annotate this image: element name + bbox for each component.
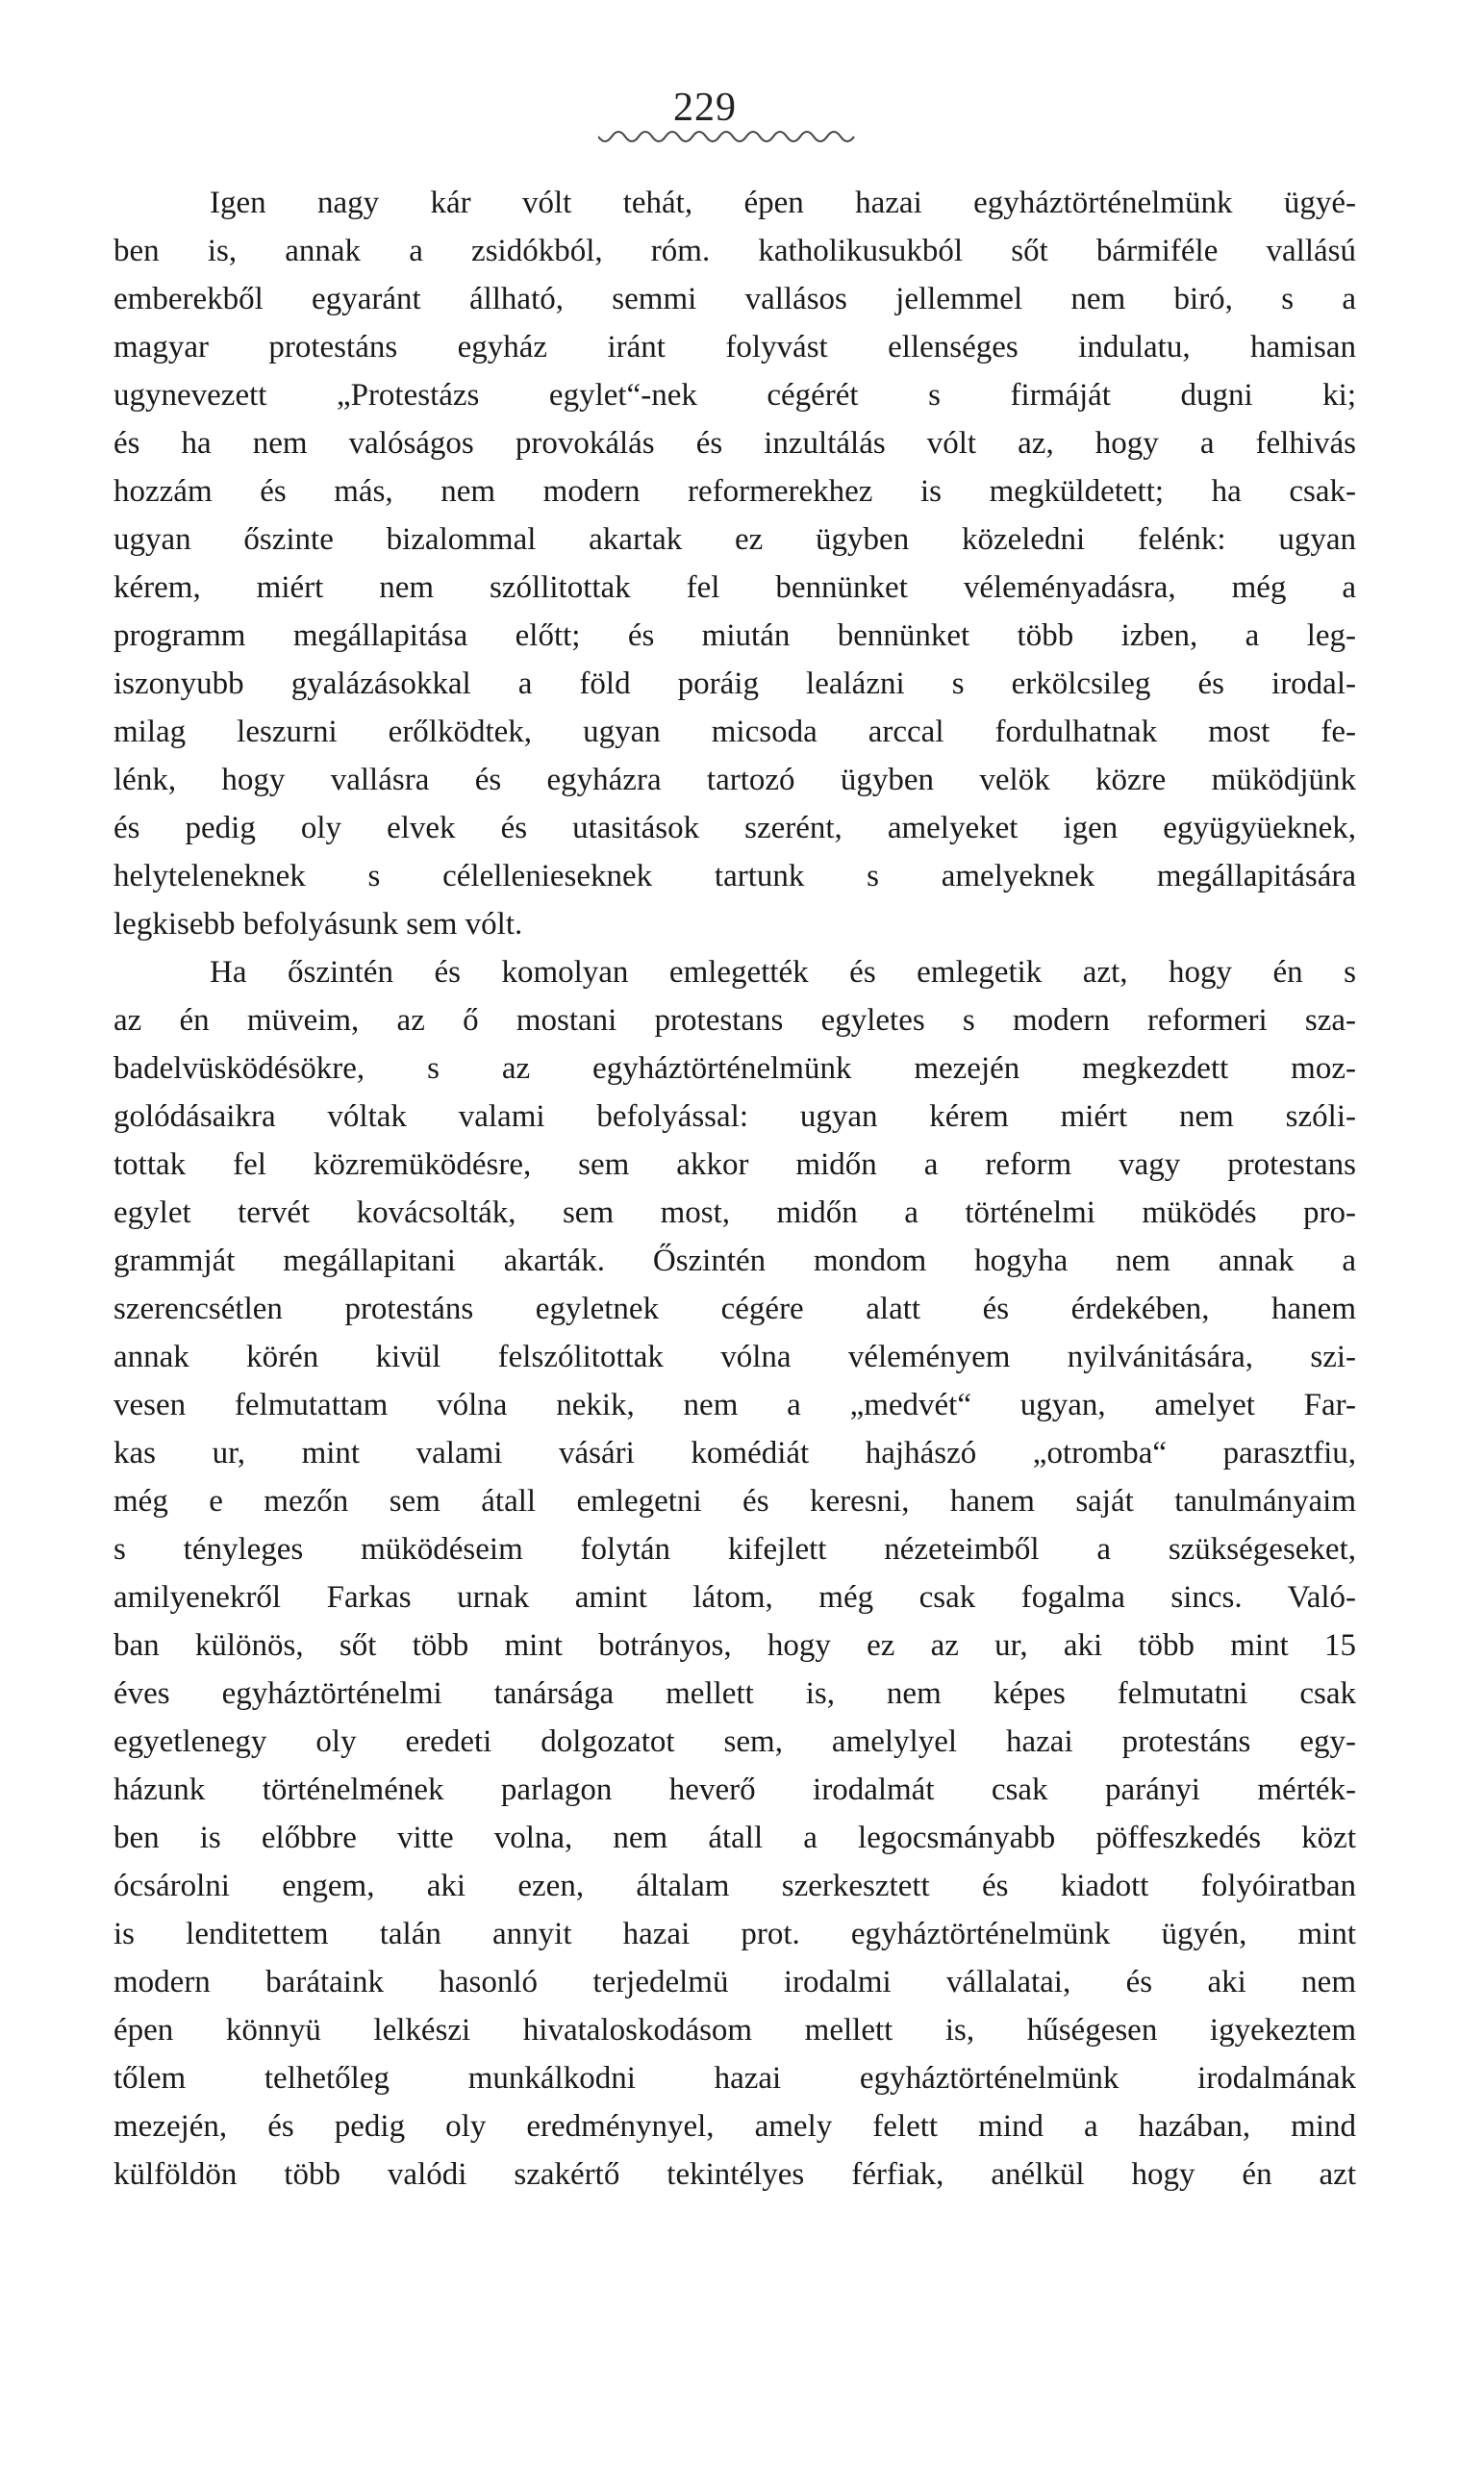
text-line: s tényleges müködéseim folytán kifejlett nézeteimből a szükségeseket,	[113, 1532, 1356, 1567]
paragraph-1	[113, 179, 1356, 948]
text-line: iszonyubb gyalázásokkal a föld poráig lealázni s erkölcsileg és irodal-	[113, 666, 1356, 701]
text-line: mezején, és pedig oly eredménynyel, amely felett mind a hazában, mind	[113, 2109, 1356, 2144]
paragraph-2	[113, 948, 1356, 2199]
text-line: egylet tervét kovácsolták, sem most, midőn a történelmi müködés pro-	[113, 1195, 1356, 1230]
text-line: Ha őszintén és komolyan emlegették és emlegetik azt, hogy én s	[210, 955, 1356, 990]
text-line: golódásaikra vóltak valami befolyással: ugyan kérem miért nem szóli-	[113, 1099, 1356, 1134]
text-line: magyar protestáns egyház iránt folyvást ellenséges indulatu, hamisan	[113, 330, 1356, 365]
text-line: annak körén kivül felszólitottak vólna véleményem nyilvánitására, szi-	[113, 1340, 1356, 1374]
text-line: ugynevezett „Protestázs egylet“-nek cégérét s firmáját dugni ki;	[113, 378, 1356, 413]
text-line: milag leszurni erőlködtek, ugyan micsoda arccal fordulhatnak most fe-	[113, 715, 1356, 749]
text-line: kas ur, mint valami vásári komédiát hajhászó „otromba“ parasztfiu,	[113, 1436, 1356, 1471]
text-line: Igen nagy kár vólt tehát, épen hazai egyháztörténelmünk ügyé-	[210, 186, 1356, 220]
text-line: házunk történelmének parlagon heverő irodalmát csak parányi mérték-	[113, 1772, 1356, 1807]
text-line: ugyan őszinte bizalommal akartak ez ügyben közeledni felénk: ugyan	[113, 522, 1356, 557]
text-line: ben is, annak a zsidókból, róm. katholikusukból sőt bármiféle vallású	[113, 234, 1356, 268]
text-line: szerencsétlen protestáns egyletnek cégére alatt és érdekében, hanem	[113, 1292, 1356, 1326]
page-number: 229	[673, 86, 737, 130]
text-line: emberekből egyaránt állható, semmi vallásos jellemmel nem biró, s a	[113, 282, 1356, 316]
body-text	[113, 179, 1356, 2199]
text-line: lénk, hogy vallásra és egyházra tartozó ügyben velök közre müködjünk	[113, 763, 1356, 797]
text-line: badelvüsködésökre, s az egyháztörténelmünk mezején megkezdett moz-	[113, 1051, 1356, 1086]
text-line: tottak fel közremüködésre, sem akkor midőn a reform vagy protestans	[113, 1147, 1356, 1182]
text-line: programm megállapitása előtt; és miután bennünket több izben, a leg-	[113, 618, 1356, 653]
text-line: helyteleneknek s célellenieseknek tartunk s amelyeknek megállapitására	[113, 859, 1356, 893]
text-line: is lenditettem talán annyit hazai prot. egyháztörténelmünk ügyén, mint	[113, 1917, 1356, 1951]
text-line: ban különös, sőt több mint botrányos, hogy ez az ur, aki több mint 15	[113, 1628, 1356, 1663]
text-line: épen könnyü lelkészi hivataloskodásom mellett is, hűségesen igyekeztem	[113, 2013, 1356, 2048]
text-line: az én müveim, az ő mostani protestans egyletes s modern reformeri sza-	[113, 1003, 1356, 1038]
text-line: ócsárolni engem, aki ezen, általam szerkesztett és kiadott folyóiratban	[113, 1869, 1356, 1903]
ornament-divider-icon	[598, 131, 858, 148]
text-line: modern barátaink hasonló terjedelmü irodalmi vállalatai, és aki nem	[113, 1965, 1356, 1999]
text-line: ben is előbbre vitte volna, nem átall a legocsmányabb pöffeszkedés közt	[113, 1821, 1356, 1855]
text-line: kérem, miért nem szóllitottak fel bennünket véleményadásra, még a	[113, 570, 1356, 605]
text-line: tőlem telhetőleg munkálkodni hazai egyháztörténelmünk irodalmának	[113, 2061, 1356, 2096]
text-line: legkisebb befolyásunk sem vólt.	[113, 907, 523, 942]
text-line: éves egyháztörténelmi tanársága mellett is, nem képes felmutatni csak	[113, 1676, 1356, 1711]
text-line: és ha nem valóságos provokálás és inzultálás vólt az, hogy a felhivás	[113, 426, 1356, 461]
text-line: hozzám és más, nem modern reformerekhez is megküldetett; ha csak-	[113, 474, 1356, 509]
text-line: külföldön több valódi szakértő tekintélyes férfiak, anélkül hogy én azt	[113, 2157, 1356, 2192]
text-line: amilyenekről Farkas urnak amint látom, még csak fogalma sincs. Való-	[113, 1580, 1356, 1615]
text-line: még e mezőn sem átall emlegetni és keresni, hanem saját tanulmányaim	[113, 1484, 1356, 1519]
text-line: egyetlenegy oly eredeti dolgozatot sem, amelylyel hazai protestáns egy-	[113, 1724, 1356, 1759]
text-line: és pedig oly elvek és utasitások szerént, amelyeket igen együgyüeknek,	[113, 811, 1356, 845]
text-line: vesen felmutattam vólna nekik, nem a „medvét“ ugyan, amelyet Far-	[113, 1388, 1356, 1422]
text-line: grammját megállapitani akarták. Őszintén mondom hogyha nem annak a	[113, 1244, 1356, 1278]
